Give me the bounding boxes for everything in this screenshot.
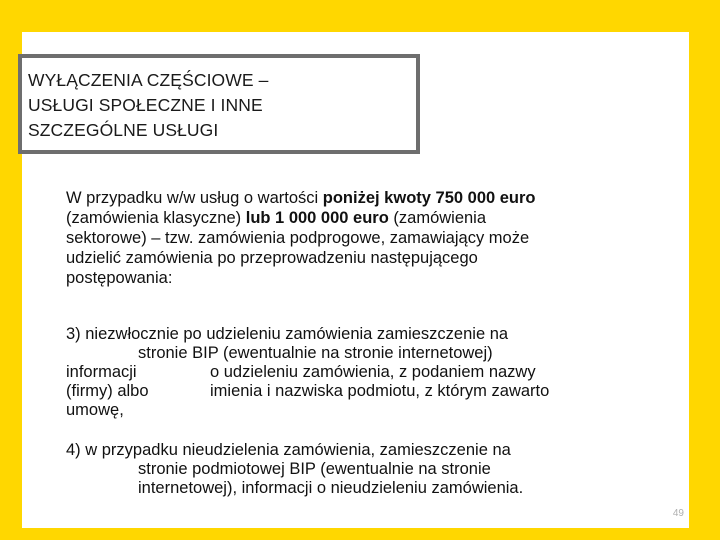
item-3-text: o udzieleniu zamówienia, z podaniem nazwy (210, 363, 536, 381)
item-3-line: stronie BIP (ewentualnie na stronie internetowej) (138, 344, 493, 362)
item-3 (66, 325, 646, 420)
intro-text: (zamówienia (388, 209, 487, 227)
item-3-line: umowę, (66, 401, 124, 419)
intro-text: W przypadku w/w usług o wartości (66, 189, 323, 207)
title-line: WYŁĄCZENIA CZĘŚCIOWE – (28, 70, 269, 90)
intro-line-4: udzielić zamówienia po przeprowadzeniu następującego (66, 249, 478, 267)
intro-text: (zamówienia klasyczne) (66, 209, 246, 227)
item-4 (66, 441, 646, 498)
intro-threshold-sector: lub 1 000 000 euro (245, 209, 389, 227)
item-3-line: 3) niezwłocznie po udzieleniu zamówienia zamieszczenie na (66, 325, 509, 343)
intro-line-3: sektorowe) – tzw. zamówienia podprogowe, zamawiający może (66, 229, 530, 247)
item-3-text: (firmy) albo (66, 382, 149, 400)
intro-threshold-classic: poniżej kwoty 750 000 euro (322, 189, 536, 207)
item-3-line (66, 363, 646, 382)
intro-paragraph (66, 188, 656, 288)
item-3-line (66, 382, 646, 401)
title-line: SZCZEGÓLNE USŁUGI (28, 120, 219, 140)
intro-line-1 (66, 188, 656, 208)
slide-title (28, 68, 408, 143)
page-number: 49 (672, 508, 684, 519)
item-3-text: imienia i nazwiska podmiotu, z którym zawarto (210, 382, 550, 400)
intro-line-5: postępowania: (66, 269, 173, 287)
title-line: USŁUGI SPOŁECZNE I INNE (28, 95, 263, 115)
item-4-line: 4) w przypadku nieudzielenia zamówienia, zamieszczenie na (66, 441, 511, 459)
item-4-line: stronie podmiotowej BIP (ewentualnie na stronie (138, 460, 491, 478)
item-3-text: informacji (66, 363, 137, 381)
item-4-line: internetowej), informacji o nieudzieleniu zamówienia. (138, 479, 524, 497)
intro-line-2 (66, 208, 656, 228)
